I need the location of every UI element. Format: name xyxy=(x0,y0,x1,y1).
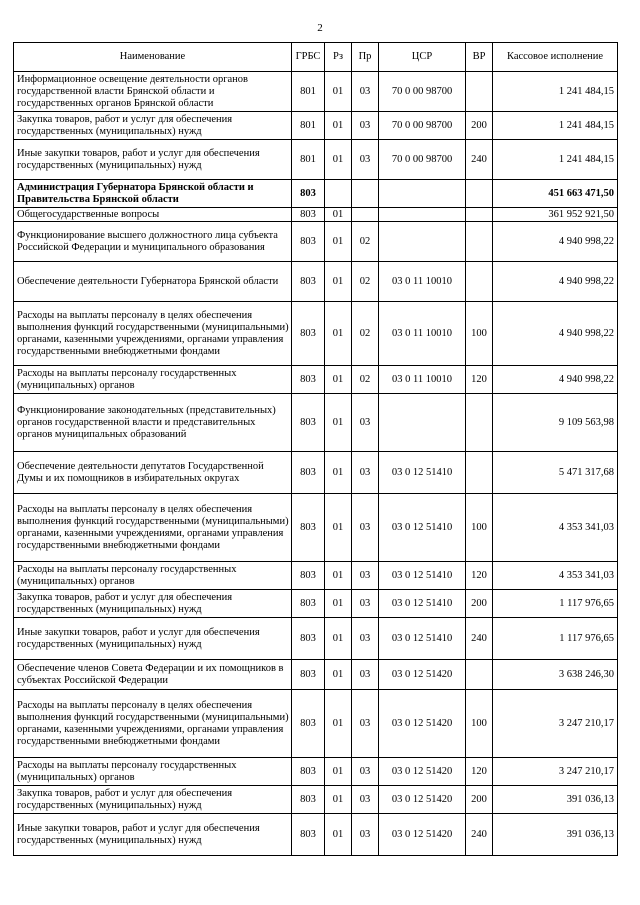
cell-csr: 03 0 12 51420 xyxy=(379,814,466,856)
cell-vr xyxy=(466,452,493,494)
cell-vr: 200 xyxy=(466,786,493,814)
table-row xyxy=(14,494,618,562)
cell-rz: 01 xyxy=(325,394,352,452)
table-row xyxy=(14,262,618,302)
cell-rz: 01 xyxy=(325,562,352,590)
cell-name: Закупка товаров, работ и услуг для обеспечения государственных (муниципальных) нужд xyxy=(14,590,292,618)
cell-pr: 03 xyxy=(352,494,379,562)
cell-amount: 4 940 998,22 xyxy=(493,302,618,366)
cell-rz: 01 xyxy=(325,208,352,222)
cell-vr: 200 xyxy=(466,112,493,140)
table-row xyxy=(14,590,618,618)
cell-name: Закупка товаров, работ и услуг для обеспечения государственных (муниципальных) нужд xyxy=(14,112,292,140)
cell-pr: 03 xyxy=(352,72,379,112)
table-body xyxy=(14,72,618,856)
cell-csr: 03 0 11 10010 xyxy=(379,262,466,302)
cell-csr: 03 0 12 51410 xyxy=(379,494,466,562)
cell-rz: 01 xyxy=(325,262,352,302)
cell-name: Обеспечение деятельности депутатов Государственной Думы и их помощников в избирательных округах xyxy=(14,452,292,494)
cell-pr: 03 xyxy=(352,590,379,618)
cell-grbs: 803 xyxy=(292,302,325,366)
cell-name: Функционирование высшего должностного лица субъекта Российской Федерации и муниципального образования xyxy=(14,222,292,262)
cell-grbs: 803 xyxy=(292,786,325,814)
header-grbs: ГРБС xyxy=(292,43,325,72)
cell-vr: 100 xyxy=(466,690,493,758)
header-csr: ЦСР xyxy=(379,43,466,72)
cell-rz: 01 xyxy=(325,452,352,494)
cell-name: Закупка товаров, работ и услуг для обеспечения государственных (муниципальных) нужд xyxy=(14,786,292,814)
cell-name: Расходы на выплаты персоналу государственных (муниципальных) органов xyxy=(14,562,292,590)
cell-pr: 02 xyxy=(352,262,379,302)
table-row xyxy=(14,452,618,494)
cell-name: Расходы на выплаты персоналу в целях обеспечения выполнения функций государственными (муниципальными) органами, казенными учреждениями, органами управления государственными внебюджетными фондами xyxy=(14,690,292,758)
cell-amount: 1 241 484,15 xyxy=(493,72,618,112)
cell-name: Иные закупки товаров, работ и услуг для обеспечения государственных (муниципальных) нужд xyxy=(14,814,292,856)
cell-name: Расходы на выплаты персоналу государственных (муниципальных) органов xyxy=(14,366,292,394)
cell-csr: 70 0 00 98700 xyxy=(379,72,466,112)
cell-csr: 03 0 12 51410 xyxy=(379,618,466,660)
cell-rz: 01 xyxy=(325,366,352,394)
cell-amount: 391 036,13 xyxy=(493,786,618,814)
cell-pr xyxy=(352,208,379,222)
cell-name: Функционирование законодательных (представительных) органов государственной власти и представительных органов муниципальных образований xyxy=(14,394,292,452)
cell-vr xyxy=(466,660,493,690)
cell-vr: 100 xyxy=(466,302,493,366)
cell-vr: 240 xyxy=(466,618,493,660)
header-pr: Пр xyxy=(352,43,379,72)
cell-rz: 01 xyxy=(325,590,352,618)
table-row xyxy=(14,366,618,394)
table-row xyxy=(14,758,618,786)
cell-vr xyxy=(466,180,493,208)
cell-csr: 70 0 00 98700 xyxy=(379,112,466,140)
cell-amount: 4 940 998,22 xyxy=(493,262,618,302)
table-row xyxy=(14,72,618,112)
table-row xyxy=(14,112,618,140)
cell-name: Расходы на выплаты персоналу в целях обеспечения выполнения функций государственными (муниципальными) органами, казенными учреждениями, органами управления государственными внебюджетными фондами xyxy=(14,302,292,366)
cell-grbs: 803 xyxy=(292,618,325,660)
cell-rz: 01 xyxy=(325,112,352,140)
cell-pr: 03 xyxy=(352,618,379,660)
cell-vr: 200 xyxy=(466,590,493,618)
cell-rz: 01 xyxy=(325,222,352,262)
table-header-row xyxy=(14,43,618,72)
budget-table xyxy=(13,42,618,856)
cell-grbs: 803 xyxy=(292,814,325,856)
cell-grbs: 803 xyxy=(292,262,325,302)
cell-amount: 1 241 484,15 xyxy=(493,140,618,180)
cell-amount: 4 353 341,03 xyxy=(493,494,618,562)
table-row xyxy=(14,786,618,814)
cell-pr: 03 xyxy=(352,690,379,758)
table-row xyxy=(14,180,618,208)
cell-pr: 03 xyxy=(352,112,379,140)
cell-rz: 01 xyxy=(325,302,352,366)
page-number: 2 xyxy=(317,22,323,34)
cell-csr: 03 0 11 10010 xyxy=(379,366,466,394)
cell-pr: 03 xyxy=(352,452,379,494)
table-row xyxy=(14,660,618,690)
cell-grbs: 803 xyxy=(292,452,325,494)
cell-csr: 03 0 12 51420 xyxy=(379,660,466,690)
cell-pr: 03 xyxy=(352,786,379,814)
cell-amount: 5 471 317,68 xyxy=(493,452,618,494)
cell-csr xyxy=(379,208,466,222)
cell-name: Расходы на выплаты персоналу в целях обеспечения выполнения функций государственными (муниципальными) органами, казенными учреждениями, органами управления государственными внебюджетными фондами xyxy=(14,494,292,562)
cell-pr: 03 xyxy=(352,562,379,590)
cell-name: Администрация Губернатора Брянской области и Правительства Брянской области xyxy=(14,180,292,208)
cell-amount: 361 952 921,50 xyxy=(493,208,618,222)
cell-pr: 03 xyxy=(352,758,379,786)
cell-vr: 240 xyxy=(466,140,493,180)
table-row xyxy=(14,222,618,262)
cell-csr xyxy=(379,180,466,208)
cell-rz xyxy=(325,180,352,208)
cell-amount: 451 663 471,50 xyxy=(493,180,618,208)
cell-csr: 03 0 12 51410 xyxy=(379,562,466,590)
table-row xyxy=(14,140,618,180)
header-amount: Кассовое исполнение xyxy=(493,43,618,72)
cell-grbs: 803 xyxy=(292,222,325,262)
cell-rz: 01 xyxy=(325,758,352,786)
cell-rz: 01 xyxy=(325,660,352,690)
table-row xyxy=(14,208,618,222)
cell-grbs: 803 xyxy=(292,660,325,690)
cell-pr: 03 xyxy=(352,394,379,452)
cell-rz: 01 xyxy=(325,690,352,758)
cell-pr: 02 xyxy=(352,302,379,366)
cell-csr xyxy=(379,222,466,262)
cell-amount: 3 247 210,17 xyxy=(493,758,618,786)
cell-csr: 03 0 12 51410 xyxy=(379,590,466,618)
cell-grbs: 801 xyxy=(292,72,325,112)
cell-amount: 391 036,13 xyxy=(493,814,618,856)
cell-vr xyxy=(466,208,493,222)
cell-vr: 120 xyxy=(466,366,493,394)
cell-amount: 3 638 246,30 xyxy=(493,660,618,690)
cell-grbs: 803 xyxy=(292,494,325,562)
cell-amount: 3 247 210,17 xyxy=(493,690,618,758)
cell-name: Иные закупки товаров, работ и услуг для обеспечения государственных (муниципальных) нужд xyxy=(14,618,292,660)
cell-rz: 01 xyxy=(325,814,352,856)
cell-pr: 03 xyxy=(352,814,379,856)
cell-vr: 120 xyxy=(466,758,493,786)
cell-vr: 240 xyxy=(466,814,493,856)
table-row xyxy=(14,394,618,452)
cell-grbs: 803 xyxy=(292,690,325,758)
cell-csr: 03 0 12 51410 xyxy=(379,452,466,494)
cell-name: Иные закупки товаров, работ и услуг для обеспечения государственных (муниципальных) нужд xyxy=(14,140,292,180)
cell-csr: 03 0 11 10010 xyxy=(379,302,466,366)
cell-pr: 03 xyxy=(352,660,379,690)
header-rz: Рз xyxy=(325,43,352,72)
cell-csr: 03 0 12 51420 xyxy=(379,690,466,758)
cell-amount: 4 940 998,22 xyxy=(493,222,618,262)
cell-vr: 120 xyxy=(466,562,493,590)
cell-grbs: 801 xyxy=(292,140,325,180)
cell-pr: 02 xyxy=(352,222,379,262)
cell-csr xyxy=(379,394,466,452)
cell-grbs: 801 xyxy=(292,112,325,140)
cell-pr xyxy=(352,180,379,208)
header-vr: ВР xyxy=(466,43,493,72)
cell-name: Информационное освещение деятельности органов государственной власти Брянской области и государственных органов Брянской области xyxy=(14,72,292,112)
cell-amount: 1 117 976,65 xyxy=(493,618,618,660)
cell-amount: 1 241 484,15 xyxy=(493,112,618,140)
cell-grbs: 803 xyxy=(292,366,325,394)
cell-grbs: 803 xyxy=(292,758,325,786)
cell-grbs: 803 xyxy=(292,394,325,452)
cell-vr xyxy=(466,72,493,112)
cell-vr xyxy=(466,394,493,452)
cell-amount: 1 117 976,65 xyxy=(493,590,618,618)
cell-amount: 4 940 998,22 xyxy=(493,366,618,394)
table-row xyxy=(14,690,618,758)
cell-vr: 100 xyxy=(466,494,493,562)
cell-name: Расходы на выплаты персоналу государственных (муниципальных) органов xyxy=(14,758,292,786)
cell-amount: 9 109 563,98 xyxy=(493,394,618,452)
table-row xyxy=(14,562,618,590)
cell-csr: 03 0 12 51420 xyxy=(379,758,466,786)
cell-amount: 4 353 341,03 xyxy=(493,562,618,590)
cell-vr xyxy=(466,262,493,302)
table-row xyxy=(14,618,618,660)
cell-rz: 01 xyxy=(325,494,352,562)
cell-grbs: 803 xyxy=(292,180,325,208)
cell-grbs: 803 xyxy=(292,208,325,222)
cell-grbs: 803 xyxy=(292,590,325,618)
cell-rz: 01 xyxy=(325,72,352,112)
table-row xyxy=(14,814,618,856)
cell-pr: 02 xyxy=(352,366,379,394)
cell-pr: 03 xyxy=(352,140,379,180)
header-name: Наименование xyxy=(14,43,292,72)
cell-name: Общегосударственные вопросы xyxy=(14,208,292,222)
cell-rz: 01 xyxy=(325,618,352,660)
cell-rz: 01 xyxy=(325,786,352,814)
cell-csr: 03 0 12 51420 xyxy=(379,786,466,814)
cell-name: Обеспечение деятельности Губернатора Брянской области xyxy=(14,262,292,302)
cell-csr: 70 0 00 98700 xyxy=(379,140,466,180)
cell-grbs: 803 xyxy=(292,562,325,590)
cell-rz: 01 xyxy=(325,140,352,180)
cell-name: Обеспечение членов Совета Федерации и их помощников в субъектах Российской Федерации xyxy=(14,660,292,690)
cell-vr xyxy=(466,222,493,262)
table-row xyxy=(14,302,618,366)
